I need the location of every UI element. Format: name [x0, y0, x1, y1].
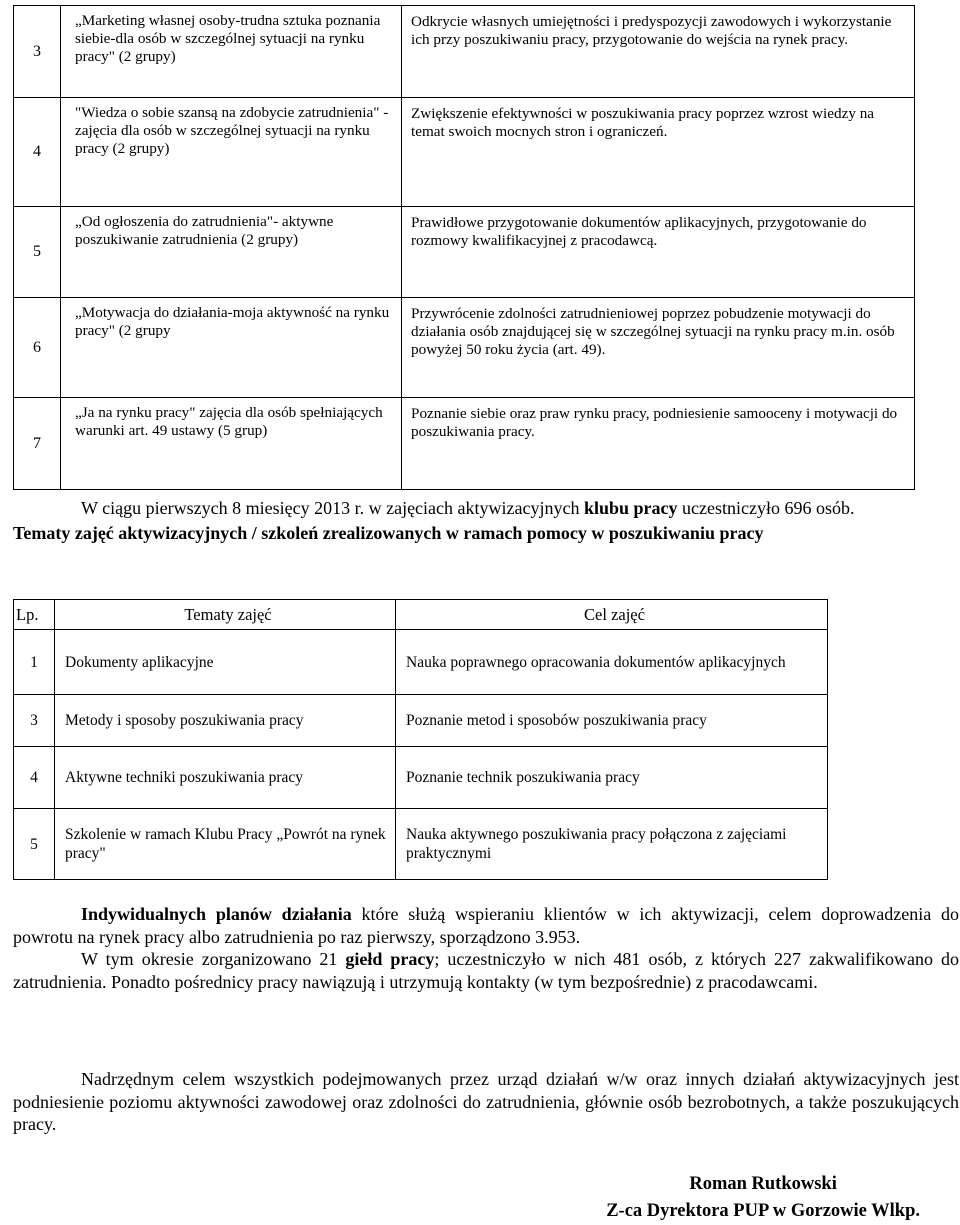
row-number: 1 [14, 630, 55, 695]
row-number: 3 [14, 695, 55, 747]
job-fairs-text: W tym okresie zorganizowano 21 [81, 949, 346, 969]
table-row [14, 6, 915, 98]
goal-cell: Nauka aktywnego poszukiwania pracy połączona z zajęciami praktycznymi [396, 809, 828, 880]
conclusion-section [13, 1068, 959, 1136]
signature-title: Z-ca Dyrektora PUP w Gorzowie Wlkp. [606, 1201, 920, 1221]
row-number: 5 [14, 809, 55, 880]
conclusion-paragraph: Nadrzędnym celem wszystkich podejmowanych przez urząd działań w/w oraz innych działań aktywizacyjnych jest podniesienie poziomu aktywności zawodowej oraz zdolności do zatrudnienia, głównie osób bezrobotnych, a także poszukujących pracy. [13, 1069, 959, 1134]
topic-cell: Dokumenty aplikacyjne [55, 630, 396, 695]
intro-bold: klubu pracy [583, 498, 678, 518]
table-row [14, 398, 915, 490]
row-number: 4 [14, 747, 55, 809]
table-row [14, 747, 828, 809]
individual-plans-text: które służą wspieraniu klientów w ich aktywizacji, celem doprowadzenia do powrotu na rynek pracy albo zatrudnienia po raz pierwszy, sporządzono 3.953. [13, 904, 959, 947]
row-number: 3 [14, 6, 61, 98]
row-number: 5 [14, 207, 61, 298]
row-number: 4 [14, 98, 61, 207]
goal-cell: Poznanie technik poszukiwania pracy [396, 747, 828, 809]
goal-cell: Zwiększenie efektywności w poszukiwania pracy poprzez wzrost wiedzy na temat swoich mocnych stron i ograniczeń. [402, 98, 915, 207]
table-row [14, 809, 828, 880]
signature-name: Roman Rutkowski [689, 1174, 837, 1194]
topic-cell: „Motywacja do działania-moja aktywność na rynku pracy" (2 grupy [61, 298, 402, 398]
signature-block [606, 1171, 920, 1225]
table-row [14, 630, 828, 695]
goal-cell: Przywrócenie zdolności zatrudnieniowej poprzez pobudzenie motywacji do działania osób znajdującej się w szczególnej sytuacji na rynku pracy m.in. osób powyżej 50 roku życia (art. 49). [402, 298, 915, 398]
intro-text: W ciągu pierwszych 8 miesięcy 2013 r. w zajęciach aktywizacyjnych [81, 498, 584, 518]
goal-cell: Poznanie metod i sposobów poszukiwania pracy [396, 695, 828, 747]
row-number: 6 [14, 298, 61, 398]
intro-section [13, 497, 959, 544]
job-search-topics-table [13, 599, 828, 880]
goal-cell: Prawidłowe przygotowanie dokumentów aplikacyjnych, przygotowanie do rozmowy kwalifikacyjnej z pracodawcą. [402, 207, 915, 298]
header-goal: Cel zajęć [396, 600, 828, 630]
goal-cell: Odkrycie własnych umiejętności i predyspozycji zawodowych i wykorzystanie ich przy poszukiwaniu pracy, przygotowanie do wejścia na rynek pracy. [402, 6, 915, 98]
topic-cell: „Ja na rynku pracy" zajęcia dla osób spełniających warunki art. 49 ustawy (5 grup) [61, 398, 402, 490]
individual-plans-paragraph [13, 903, 959, 948]
summary-section [13, 903, 959, 993]
topic-cell: Aktywne techniki poszukiwania pracy [55, 747, 396, 809]
job-fairs-text-end: ; uczestniczyło w nich 481 osób, z których 227 zakwalifikowano do zatrudnienia. Ponadto pośrednicy pracy nawiązują i utrzymują kontakty (w tym bezpośrednie) z pracodawcami. [13, 949, 959, 992]
topic-cell: "Wiedza o sobie szansą na zdobycie zatrudnienia" - zajęcia dla osób w szczególnej sytuacji na rynku pracy (2 grupy) [61, 98, 402, 207]
goal-cell: Poznanie siebie oraz praw rynku pracy, podniesienie samooceny i motywacji do poszukiwania pracy. [402, 398, 915, 490]
individual-plans-bold: Indywidualnych planów działania [81, 904, 352, 924]
table-row [14, 207, 915, 298]
header-lp: Lp. [14, 600, 55, 630]
topic-cell: „Od ogłoszenia do zatrudnienia"- aktywne poszukiwanie zatrudnienia (2 grupy) [61, 207, 402, 298]
goal-cell: Nauka poprawnego opracowania dokumentów aplikacyjnych [396, 630, 828, 695]
topic-cell: Szkolenie w ramach Klubu Pracy „Powrót na rynek pracy" [55, 809, 396, 880]
topic-cell: „Marketing własnej osoby-trudna sztuka poznania siebie-dla osób w szczególnej sytuacji na rynku pracy" (2 grupy) [61, 6, 402, 98]
section-heading: Tematy zajęć aktywizacyjnych / szkoleń zrealizowanych w ramach pomocy w poszukiwaniu pracy [13, 522, 764, 543]
header-topic: Tematy zajęć [55, 600, 396, 630]
table-header-row [14, 600, 828, 630]
table-row [14, 98, 915, 207]
activities-table-continued [13, 5, 915, 490]
table-row [14, 298, 915, 398]
topic-cell: Metody i sposoby poszukiwania pracy [55, 695, 396, 747]
job-fairs-paragraph [13, 948, 959, 993]
row-number: 7 [14, 398, 61, 490]
job-fairs-bold: giełd pracy [345, 949, 435, 969]
table-row [14, 695, 828, 747]
intro-text-end: uczestniczyło 696 osób. [677, 498, 855, 518]
intro-paragraph [13, 497, 959, 520]
